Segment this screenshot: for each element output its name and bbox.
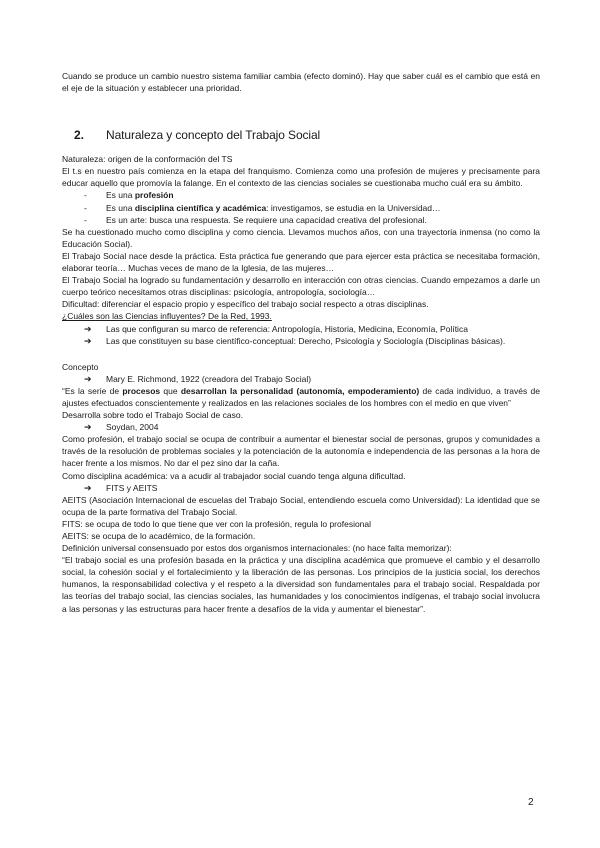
paragraph: Dificultad: diferenciar el espacio propio y específico del trabajo social respecto a otras disciplinas. bbox=[62, 299, 429, 310]
paragraph: Como profesión, el trabajo social se ocupa de contribuir a aumentar el bienestar social de personas, grupos y comunidades a través de la resolución de problemas sociales y la potenciación de la autonomía e independencia de las personas a la hora de hacer frente a los mismos. No dar el pez sino dar la caña. bbox=[62, 434, 540, 469]
list-item: ➔ Las que constituyen su base científico-conceptual: Derecho, Psicología y Sociología (Disciplinas básicas). bbox=[84, 335, 506, 346]
paragraph: AEITS: se ocupa de lo académico, de la formación. bbox=[62, 531, 256, 541]
question-heading: ¿Cuáles son las Ciencias influyentes? De la Red, 1993. bbox=[62, 311, 272, 322]
list-item: ➔ Mary E. Richmond, 1922 (creadora del Trabajo Social) bbox=[84, 373, 312, 384]
arrow-list bbox=[62, 421, 540, 433]
right-arrow-icon: ➔ bbox=[84, 482, 92, 493]
list-item: - Es una profesión bbox=[84, 189, 540, 201]
paragraph: AEITS (Asociación Internacional de escuelas del Trabajo Social, entendiendo escuela como Universidad): La identidad que se ocupa de la parte formativa del Trabajo Social. bbox=[62, 494, 540, 517]
right-arrow-icon: ➔ bbox=[84, 335, 92, 346]
list-item: ➔ Las que configuran su marco de referencia: Antropología, Historia, Medicina, Economía, Política bbox=[84, 323, 468, 334]
document-page bbox=[62, 70, 540, 615]
dash-list bbox=[62, 189, 540, 225]
paragraph: El Trabajo Social ha logrado su fundamentación y desarrollo en interacción con otras ciencias. Cuando empezamos a darle un cuerpo teórico necesitamos otras disciplinas: psicología, antropología, sociología… bbox=[62, 275, 540, 298]
intro-paragraph: Cuando se produce un cambio nuestro sistema familiar cambia (efecto dominó). Hay que saber cuál es el cambio que está en el eje de la situación y establecer una prioridad. bbox=[62, 71, 540, 94]
right-arrow-icon: ➔ bbox=[84, 323, 92, 334]
page-number: 2 bbox=[528, 797, 534, 808]
paragraph: El t.s en nuestro país comienza en la etapa del franquismo. Comienza como una profesión de mujeres y precisamente para educar aquello que promovía la falange. En el contexto de las ciencias sociales se cuestionaba mucho cuál era su ámbito. bbox=[62, 166, 540, 189]
list-item: - Es una disciplina científica y académica: investigamos, se estudia en la Universidad… bbox=[84, 202, 540, 214]
definition-quote: “El trabajo social es una profesión basada en la práctica y una disciplina académica que promueve el cambio y el desarrollo social, la cohesión social y el fortalecimiento y la liberación de las personas. Los principios de la justicia social, los derechos humanos, la responsabilidad colectiva y el respeto a la diversidad son fundamentales para el trabajo social. Respaldada por las teorías del trabajo social, las ciencias sociales, las humanidades y los conocimientos indígenas, el trabajo social involucra a las personas y las estructuras para hacer frente a desafíos de la vida y aumentar el bienestar”. bbox=[62, 555, 540, 614]
richmond-quote: “Es la serie de procesos que desarrollan la personalidad (autonomía, empoderamiento) de cada individuo, a través de ajustes efectuados conscientemente y realizados en las relaciones sociales de los hombres con el medio en que viven” bbox=[62, 385, 540, 408]
subheading-concepto: Concepto bbox=[62, 361, 99, 372]
paragraph: Se ha cuestionado mucho como disciplina y como ciencia. Llevamos muchos años, con una trayectoria inmensa (no como la Educación Social). bbox=[62, 226, 540, 249]
paragraph: Definición universal consensuado por estos dos organismos internacionales: (no hace falta memorizar): bbox=[62, 543, 452, 554]
paragraph: Desarrolla sobre todo el Trabajo Social de caso. bbox=[62, 410, 243, 421]
paragraph: El Trabajo Social nace desde la práctica. Esta práctica fue generando que para ejercer esta práctica se necesitaba formación, elaborar teoría… Muchas veces de mano de la Iglesia, de las mujeres… bbox=[62, 250, 540, 274]
list-item: ➔ Soydan, 2004 bbox=[84, 422, 159, 433]
arrow-list bbox=[62, 373, 540, 385]
arrow-list bbox=[62, 482, 540, 494]
section-title: Naturaleza y concepto del Trabajo Social bbox=[106, 128, 321, 143]
arrow-list bbox=[62, 323, 540, 347]
paragraph: FITS: se ocupa de todo lo que tiene que ver con la profesión, regula lo profesional bbox=[62, 518, 372, 529]
right-arrow-icon: ➔ bbox=[84, 373, 92, 384]
right-arrow-icon: ➔ bbox=[84, 422, 92, 433]
list-item: - Es un arte: busca una respuesta. Se requiere una capacidad creativa del profesional. bbox=[84, 214, 540, 226]
list-item: ➔ FITS y AEITS bbox=[84, 482, 158, 493]
paragraph: Como disciplina académica: va a acudir al trabajador social cuando tenga alguna dificultad. bbox=[62, 470, 406, 481]
subheading-naturaleza: Naturaleza: origen de la conformación del TS bbox=[62, 154, 233, 165]
section-number: 2. bbox=[74, 128, 85, 143]
section-heading bbox=[62, 128, 540, 143]
